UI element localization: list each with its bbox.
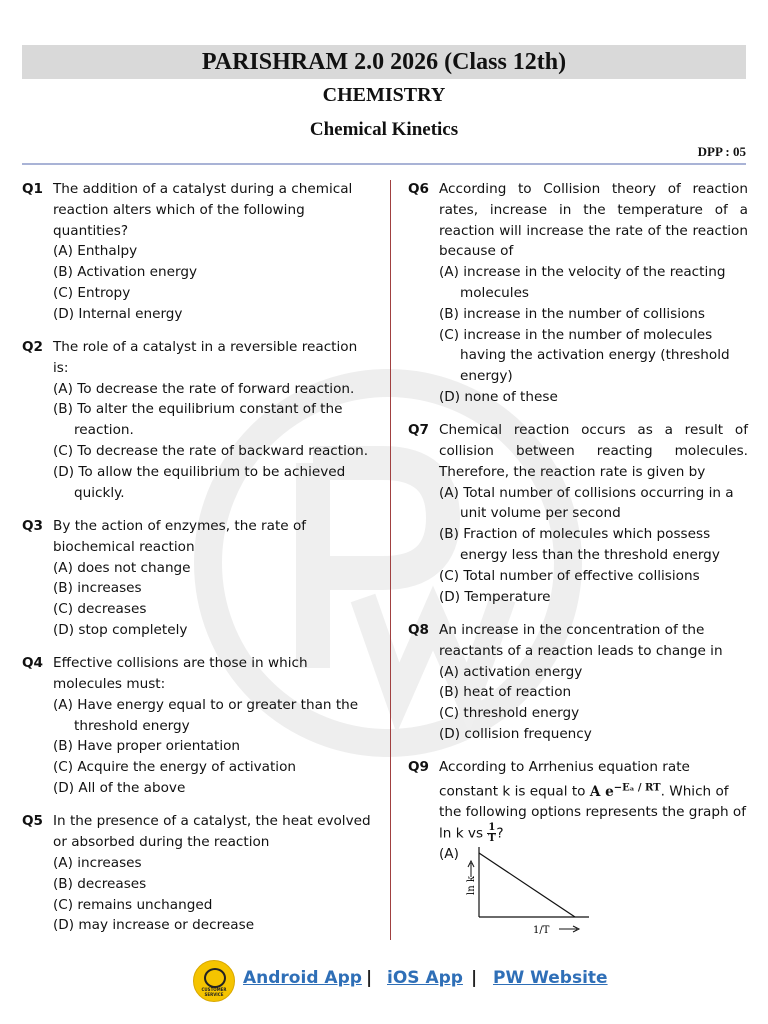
right-question-column bbox=[408, 179, 748, 952]
question-number: Q3 bbox=[22, 517, 44, 534]
question-number: Q2 bbox=[22, 339, 44, 356]
option-a: (A) Total number of collisions occurring in a unit volume per second bbox=[439, 484, 734, 522]
option-a: (A) does not change bbox=[53, 559, 191, 576]
arrhenius-formula: A $e^{-E_a / RT}$ bbox=[589, 782, 661, 800]
customer-service-logo-icon[interactable]: CUSTOMER SERVICE bbox=[193, 960, 235, 1002]
option-d: (D) All of the above bbox=[53, 780, 186, 797]
question-text: By the action of enzymes, the rate of biochemical reaction bbox=[53, 517, 307, 555]
option-c: (C) threshold energy bbox=[439, 705, 580, 722]
option-a: (A) activation energy bbox=[439, 663, 583, 680]
option-a: (A) increase in the velocity of the reacting molecules bbox=[439, 264, 726, 301]
option-b: (B) Activation energy bbox=[53, 264, 197, 281]
question-number: Q7 bbox=[408, 422, 430, 439]
pw-website-link[interactable]: PW Website bbox=[493, 968, 608, 988]
header-banner: PARISHRAM 2.0 2026 (Class 12th) bbox=[22, 45, 746, 79]
option-a: (A) increases bbox=[53, 854, 142, 871]
question-text: The role of a catalyst in a reversible reaction is: bbox=[53, 339, 358, 376]
header-rule bbox=[22, 163, 746, 165]
dpp-label: DPP : 05 bbox=[697, 144, 746, 159]
footer bbox=[0, 958, 768, 1002]
ios-app-link[interactable]: iOS App bbox=[387, 968, 463, 988]
graph-y-label: ln k bbox=[466, 876, 477, 896]
option-d: (D) none of these bbox=[439, 388, 558, 405]
option-b: (B) Fraction of molecules which possess energy less than the threshold energy bbox=[439, 526, 720, 564]
question-q7 bbox=[408, 420, 748, 607]
column-divider bbox=[390, 180, 391, 940]
question-q9 bbox=[408, 757, 748, 939]
footer-separator: | bbox=[471, 968, 478, 988]
option-b: (B) heat of reaction bbox=[439, 684, 572, 701]
option-d: (D) stop completely bbox=[53, 621, 188, 638]
option-b: (B) increase in the number of collisions bbox=[439, 305, 706, 322]
option-a: (A) Have energy equal to or greater than the threshold energy bbox=[53, 696, 359, 734]
graph-x-label: 1/T bbox=[533, 925, 550, 937]
question-q8 bbox=[408, 620, 748, 745]
option-c: (C) Total number of effective collisions bbox=[439, 567, 700, 584]
question-number: Q8 bbox=[408, 621, 430, 638]
subject-title: CHEMISTRY bbox=[322, 84, 446, 106]
option-b: (B) To alter the equilibrium constant of the reaction. bbox=[53, 401, 343, 439]
option-c: (C) To decrease the rate of backward reaction. bbox=[53, 443, 369, 460]
question-q5 bbox=[22, 811, 372, 936]
question-number: Q4 bbox=[22, 655, 44, 672]
lnk-vs-inverse-t-graph bbox=[465, 843, 625, 939]
question-q3 bbox=[22, 516, 372, 641]
option-c: (C) Acquire the energy of activation bbox=[53, 759, 297, 776]
option-d: (D) Temperature bbox=[439, 588, 551, 605]
one-over-t-fraction: $\frac{1}{T}$ bbox=[488, 822, 496, 845]
question-text: Effective collisions are those in which molecules must: bbox=[53, 655, 308, 693]
left-question-column bbox=[22, 179, 372, 949]
option-d: (D) To allow the equilibrium to be achieved quickly. bbox=[53, 463, 346, 501]
footer-separator: | bbox=[366, 968, 373, 988]
question-text: Chemical reaction occurs as a result of collision between reacting molecules. Therefore, the reaction rate is given by bbox=[439, 422, 748, 480]
question-number: Q1 bbox=[22, 181, 44, 197]
question-text: The addition of a catalyst during a chemical reaction alters which of the following quantities? bbox=[53, 181, 353, 239]
option-b: (B) increases bbox=[53, 580, 142, 597]
option-a: (A) bbox=[439, 846, 459, 863]
option-d: (D) may increase or decrease bbox=[53, 917, 255, 934]
question-text: According to Arrhenius equation rate constant k is equal to A $e^{-E_a / RT}$. Which of the following options represents the graph of ln k vs $\frac{1}{T}$ ? bbox=[439, 759, 747, 845]
question-q4 bbox=[22, 653, 372, 799]
question-number: Q6 bbox=[408, 181, 430, 197]
option-c: (C) increase in the number of molecules having the activation energy (threshold energy) bbox=[439, 326, 730, 385]
option-c: (C) remains unchanged bbox=[53, 896, 213, 913]
question-q2 bbox=[22, 337, 372, 503]
question-text: According to Collision theory of reaction rates, increase in the temperature of a reaction will increase the rate of the reaction because of bbox=[439, 181, 748, 260]
option-b: (B) decreases bbox=[53, 875, 147, 892]
option-d: (D) collision frequency bbox=[439, 725, 592, 742]
option-d: (D) Internal energy bbox=[53, 305, 183, 322]
question-q1 bbox=[22, 179, 372, 325]
option-a: (A) To decrease the rate of forward reaction. bbox=[53, 380, 355, 397]
question-text: In the presence of a catalyst, the heat evolved or absorbed during the reaction bbox=[53, 813, 371, 851]
option-c: (C) decreases bbox=[53, 601, 147, 618]
option-a: (A) Enthalpy bbox=[53, 243, 138, 260]
option-c: (C) Entropy bbox=[53, 284, 131, 301]
question-q6 bbox=[408, 179, 748, 408]
android-app-link[interactable]: Android App bbox=[243, 968, 362, 988]
chapter-title: Chemical Kinetics bbox=[309, 119, 459, 140]
option-b: (B) Have proper orientation bbox=[53, 738, 241, 755]
question-text: An increase in the concentration of the reactants of a reaction leads to change in bbox=[439, 621, 723, 659]
question-number: Q5 bbox=[22, 813, 44, 830]
question-number: Q9 bbox=[408, 759, 430, 776]
